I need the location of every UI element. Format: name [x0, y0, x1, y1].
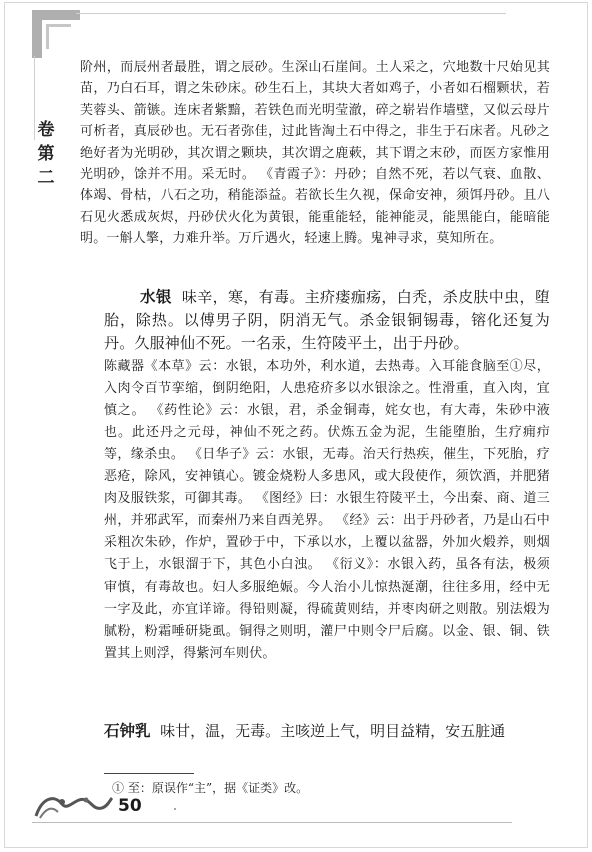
mercury-lead: [104, 285, 550, 356]
dragon-ornament-icon: [32, 790, 114, 820]
mercury-entry: [104, 285, 550, 665]
mercury-main-text: 味辛，寒，有毒。主疥瘘痂疡，白秃，杀皮肤中虫，堕胎，除热。以傅男子阴，阴消无气。杀金银铜锡毒，镕化还复为丹。久服神仙不死。一名汞，生符陵平土，出于丹砂。: [104, 288, 550, 353]
cinnabar-text: 阶州，而辰州者最胜，谓之辰砂。生深山石崖间。土人采之，穴地数十尺始见其苗，乃白石耳，谓之朱砂床。砂生石上，其块大者如鸡子，小者如石榴颗状，若芙蓉头、箭镞。连床者紫黯，若铁色而光明莹澈，碎之崭岩作墙壁，又似云母片可析者，真辰砂也。无石者弥佳，过此皆淘土石中得之，非生于石床者。凡砂之绝好者为光明砂，其次谓之颗块，其次谓之鹿蔌，其下谓之末砂，而医方家惟用光明砂，馀并不用。采无时。 《青霞子》：丹砂；自然不死，若以气衰、血散、体竭、骨枯，八石之功，稍能添益。若欲长生久视，保命安神，须饵丹砂。且八石见火悉成灰烬，丹砂伏火化为黄银，能重能轻，能神能灵，能黑能白，能暗能明。一斛人擎，力难升举。万斤遇火，轻速上腾。鬼神寻求，莫知所在。: [80, 60, 550, 247]
cinnabar-paragraph: [80, 57, 550, 250]
entry-heading-stalactite: 石钟乳: [104, 721, 151, 740]
top-rule: [76, 13, 506, 14]
side-label-char: 卷: [37, 120, 55, 140]
stalactite-main-text: 味甘，温，无毒。主咳逆上气，明目益精，安五脏通: [160, 722, 506, 740]
side-label-char: 第: [37, 144, 55, 164]
page-number: 50: [118, 796, 142, 816]
mercury-commentary: 陈藏器《本草》云：水银，本功外，利水道，去热毒。入耳能食脑至①尽，入肉令百节挛缩，倒阴绝阳，人患疮疥多以水银涂之。性滑重，直入肉，宜慎之。 《药性论》云：水银，君，杀金铜毒，姹女也，有大毒，朱砂中液也。此还丹之元母，神仙不死之药。伏炼五金为泥，生能堕胎，生疗痈疖等，缘杀虫。 《日华子》云：水银，无毒。治天行热疾，催生，下死胎，疗恶疮，除风，安神镇心。镀金烧粉人多患风，或大段使作，须饮酒，并肥猪肉及服铁浆，可御其毒。 《图经》曰：水银生符陵平土，今出秦、商、道三州，并邪武军，而秦州乃来自西羌界。 《经》云：出于丹砂者，乃是山石中采粗次朱砂，作炉，置砂于中，下承以水，上覆以盆器，外加火煅养，则烟飞于上，水银溜于下，其色小白浊。 《衍义》：水银入药，虽各有法，极须审慎，有毒故也。妇人多服绝娠。今人治小儿惊热涎潮，往往多用，经中无一字及此，亦宜详谛。得铅则凝，得硫黄则结，并枣肉研之则散。别法煅为腻粉，粉霜唾研毙虱。铜得之则明，灌尸中则令尸后腐。以金、银、铜、铁置其上则浮，得紫河车则伏。: [104, 358, 550, 661]
entry-heading-mercury: 水银: [140, 287, 172, 306]
volume-side-label: [34, 118, 58, 190]
stalactite-entry: [104, 720, 550, 742]
print-speck: [174, 808, 176, 810]
bottom-rule: [32, 822, 512, 823]
footnote: ① 至：原误作“主”，据《证类》改。: [112, 781, 309, 795]
corner-ornament: [32, 10, 80, 58]
footnote-rule: [104, 773, 194, 774]
side-label-char: 二: [37, 168, 55, 188]
